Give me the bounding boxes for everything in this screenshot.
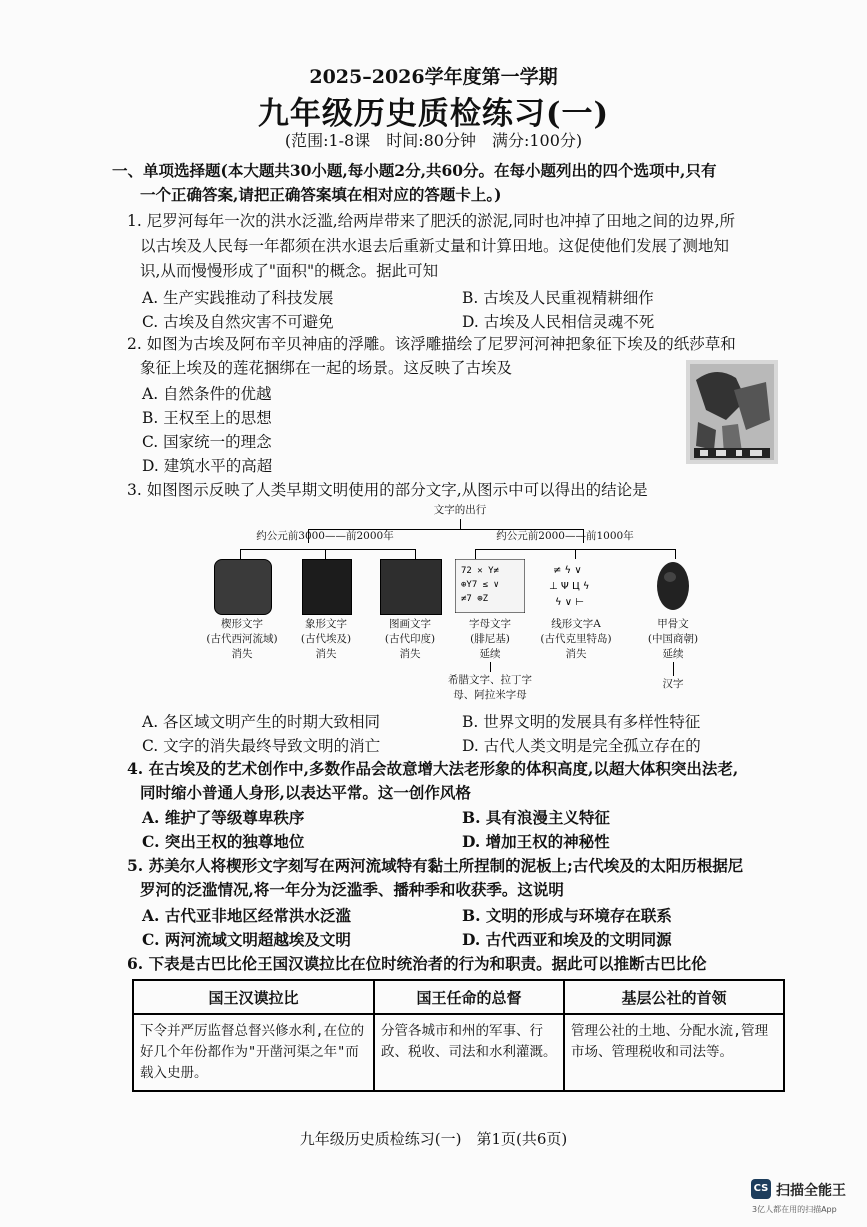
q5-option-c: C. 两河流域文明超越埃及文明 <box>142 930 351 949</box>
q1-stem-line3: 识,从而慢慢形成了"面积"的概念。据此可知 <box>140 262 439 280</box>
script-origin-linear-a: (古代克里特岛) <box>540 633 612 645</box>
svg-text:72 ✕ Y≠: 72 ✕ Y≠ <box>461 566 499 576</box>
script-name-cuneiform: 楔形文字 <box>221 618 263 630</box>
svg-text:≠ ϟ ∨: ≠ ϟ ∨ <box>553 565 582 576</box>
script-fate-oracle-bone: 延续 <box>662 648 684 660</box>
page-footer: 九年级历史质检练习(一) 第1页(共6页) <box>299 1130 568 1148</box>
q5-stem-line1: 5. 苏美尔人将楔形文字刻写在两河流域特有黏土所捏制的泥板上;古代埃及的太阳历根据尼 <box>127 856 744 875</box>
script-origin-cuneiform: (古代西河流域) <box>206 633 278 645</box>
table-header-governor: 国王任命的总督 <box>374 980 564 1014</box>
oracle-bone-descendant: 汉字 <box>662 678 684 690</box>
q6-stem-line1: 6. 下表是古巴比伦王国汉谟拉比在位时统治者的行为和职责。据此可以推断古巴比伦 <box>127 954 707 973</box>
script-name-linear-a: 线形文字A <box>551 618 601 630</box>
q2-option-b: B. 王权至上的思想 <box>142 409 272 427</box>
svg-text:⊕Y7 ≤ ∨: ⊕Y7 ≤ ∨ <box>461 580 499 590</box>
script-origin-phoenician: (腓尼基) <box>470 633 510 645</box>
q1-option-b: B. 古埃及人民重视精耕细作 <box>462 289 654 307</box>
q4-option-a: A. 维护了等级尊卑秩序 <box>142 808 305 827</box>
svg-text:⊥ Ψ Ц ϟ: ⊥ Ψ Ц ϟ <box>549 581 590 592</box>
period-label-2: 约公元前2000——前1000年 <box>496 530 634 542</box>
q4-option-b: B. 具有浪漫主义特征 <box>462 808 610 827</box>
q2-option-a: A. 自然条件的优越 <box>142 385 272 403</box>
indus-seal-image <box>380 559 442 615</box>
camscanner-tagline: 3亿人都在用的扫描App <box>752 1205 837 1214</box>
exam-scope: (范围:1-8课 时间:80分钟 满分:100分) <box>284 131 583 150</box>
q3-option-d: D. 古代人类文明是完全孤立存在的 <box>462 737 701 755</box>
writing-systems-diagram <box>200 497 720 707</box>
script-origin-indus: (古代印度) <box>384 633 436 645</box>
script-fate-phoenician: 延续 <box>479 648 501 660</box>
table-cell-commune-leader: 管理公社的土地、分配水流,管理市场、管理税收和司法等。 <box>564 1014 784 1091</box>
q3-option-b: B. 世界文明的发展具有多样性特征 <box>462 713 701 731</box>
q2-stem-line2: 象征上埃及的莲花捆绑在一起的场景。这反映了古埃及 <box>140 359 513 377</box>
q1-option-c: C. 古埃及自然灾害不可避免 <box>142 313 334 331</box>
script-fate-indus: 消失 <box>399 648 421 660</box>
exam-title: 九年级历史质检练习(一) <box>257 96 610 132</box>
section-instruction-line2: 一个正确答案,请把正确答案填在相对应的答题卡上。) <box>140 185 502 204</box>
script-origin-oracle-bone: (中国商朝) <box>647 633 699 645</box>
q5-stem-line2: 罗河的泛滥情况,将一年分为泛滥季、播种季和收获季。这说明 <box>140 880 564 899</box>
script-name-phoenician: 字母文字 <box>469 618 511 630</box>
script-origin-hieroglyph: (古代埃及) <box>300 633 352 645</box>
script-name-hieroglyph: 象形文字 <box>305 618 347 630</box>
table-cell-governor: 分管各城市和州的军事、行政、税收、司法和水利灌溉。 <box>374 1014 564 1091</box>
q1-option-a: A. 生产实践推动了科技发展 <box>142 289 334 307</box>
section-instruction-line1: 一、单项选择题(本大题共30小题,每小题2分,共60分。在每小题列出的四个选项中,只有 <box>112 161 717 180</box>
temple-relief-image <box>686 360 778 464</box>
q4-stem-line1: 4. 在古埃及的艺术创作中,多数作品会故意增大法老形象的体积高度,以超大体积突出法老, <box>127 759 739 778</box>
semester-heading: 2025–2026学年度第一学期 <box>309 66 558 88</box>
phoenician-descendants-line1: 希腊文字、拉丁字 <box>448 674 532 686</box>
diagram-root-label: 文字的出行 <box>433 504 487 516</box>
script-name-indus: 图画文字 <box>389 618 431 630</box>
svg-text:ϟ ∨ ⊢: ϟ ∨ ⊢ <box>555 597 584 608</box>
q5-option-a: A. 古代亚非地区经常洪水泛滥 <box>142 906 351 925</box>
table-header-commune-leader: 基层公社的首领 <box>564 980 784 1014</box>
svg-text:≠7 ⊕Z: ≠7 ⊕Z <box>461 594 489 604</box>
linear-a-image <box>545 559 607 613</box>
script-name-oracle-bone: 甲骨文 <box>657 618 689 630</box>
oracle-bone-image <box>648 559 698 613</box>
q2-option-c: C. 国家统一的理念 <box>142 433 272 451</box>
q3-option-a: A. 各区域文明产生的时期大致相同 <box>142 713 381 731</box>
q3-option-c: C. 文字的消失最终导致文明的消亡 <box>142 737 381 755</box>
q4-option-d: D. 增加王权的神秘性 <box>462 832 610 851</box>
q4-stem-line2: 同时缩小普通人身形,以表达平常。这一创作风格 <box>140 783 471 802</box>
period-label-1: 约公元前3000——前2000年 <box>256 530 394 542</box>
q2-stem-line1: 2. 如图为古埃及阿布辛贝神庙的浮雕。该浮雕描绘了尼罗河河神把象征下埃及的纸莎草和 <box>127 335 736 353</box>
camscanner-name: 扫描全能王 <box>776 1183 846 1199</box>
hieroglyph-image <box>302 559 352 615</box>
q5-option-d: D. 古代西亚和埃及的文明同源 <box>462 930 672 949</box>
script-fate-linear-a: 消失 <box>565 648 587 660</box>
cuneiform-tablet-image <box>214 559 272 615</box>
q1-option-d: D. 古埃及人民相信灵魂不死 <box>462 313 655 331</box>
table-header-king: 国王汉谟拉比 <box>133 980 374 1014</box>
phoenician-descendants-line2: 母、阿拉米字母 <box>453 689 527 701</box>
script-fate-cuneiform: 消失 <box>231 648 253 660</box>
q1-stem-line2: 以古埃及人民每一年都须在洪水退去后重新丈量和计算田地。这促使他们发展了测地知 <box>140 237 730 255</box>
q1-stem-line1: 1. 尼罗河每年一次的洪水泛滥,给两岸带来了肥沃的淤泥,同时也冲掉了田地之间的边界,所 <box>127 212 735 230</box>
table-cell-king: 下令并严厉监督总督兴修水利,在位的好几个年份都作为"开凿河渠之年"而载入史册。 <box>133 1014 374 1091</box>
q5-option-b: B. 文明的形成与环境存在联系 <box>462 906 672 925</box>
q4-option-c: C. 突出王权的独尊地位 <box>142 832 305 851</box>
camscanner-logo-icon: CS <box>751 1179 771 1199</box>
script-fate-hieroglyph: 消失 <box>315 648 337 660</box>
q6-table <box>132 979 785 1092</box>
phoenician-script-image <box>455 559 525 613</box>
q2-option-d: D. 建筑水平的高超 <box>142 457 273 475</box>
q3-stem-line1: 3. 如图图示反映了人类早期文明使用的部分文字,从图示中可以得出的结论是 <box>127 481 648 499</box>
